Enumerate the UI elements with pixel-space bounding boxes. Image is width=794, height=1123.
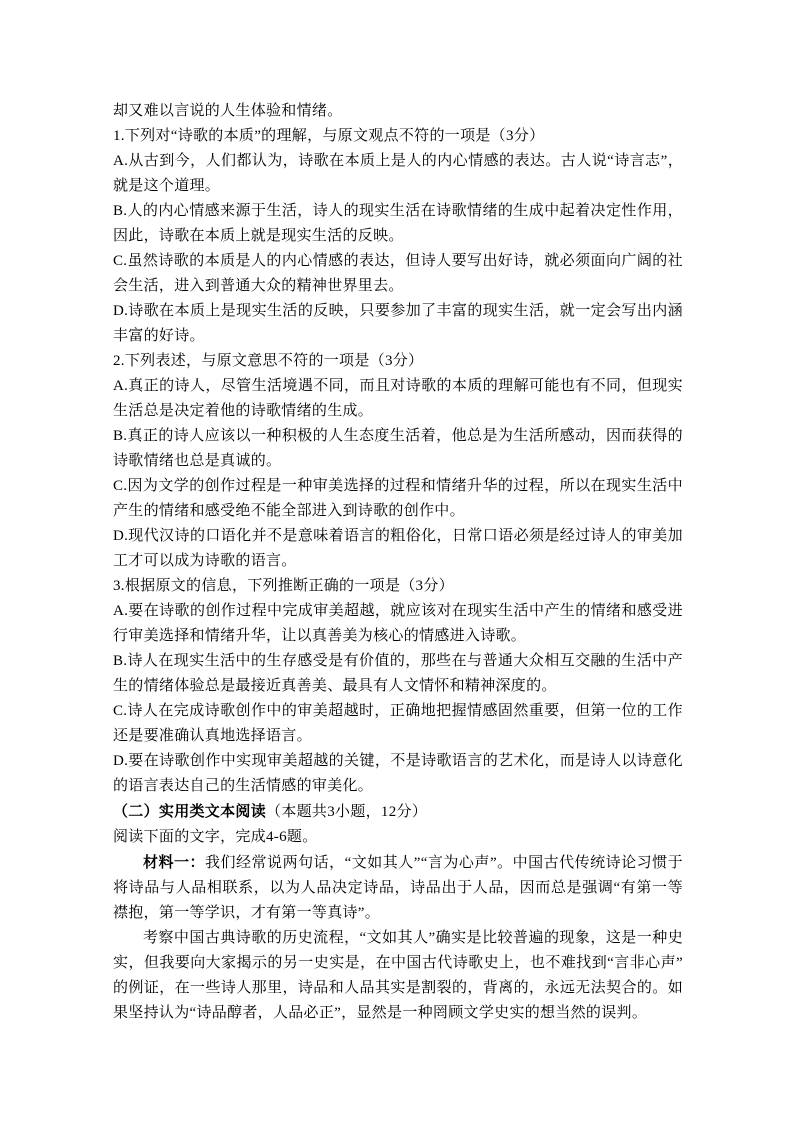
question-2-stem: 2.下列表述，与原文意思不符的一项是（3分）: [113, 353, 424, 369]
question-2-option-c: C.因为文学的创作过程是一种审美选择的过程和情绪升华的过程，所以在现实生活中产生的情绪和感受绝不能全部进入到诗歌的创作中。: [113, 478, 683, 519]
question-2-option-a: A.真正的诗人，尽管生活境遇不同，而且对诗歌的本质的理解可能也有不同，但现实生活总是决定着他的诗歌情绪的生成。: [113, 378, 683, 419]
material-1-label: 材料一：: [143, 854, 206, 871]
question-3-option-a: A.要在诗歌的创作过程中完成审美超越，就应该对在现实生活中产生的情绪和感受进行审美选择和情绪升华，让以真善美为核心的情感进入诗歌。: [113, 603, 683, 644]
material-1-paragraph-2: 考察中国古典诗歌的历史流程，“文如其人”确实是比较普遍的现象，这是一种史实，但我要向大家揭示的另一史实是，在中国古代诗歌史上，也不难找到“言非心声”的例证，在一些诗人那里，诗品和人品其实是割裂的，背离的，永远无法契合的。如果坚持认为“诗品醇者，人品必正”，显然是一种罔顾文学史实的想当然的误判。: [113, 930, 683, 1021]
section-2-heading: [113, 799, 683, 825]
section-2-meta: （本题共3小题，12分）: [266, 804, 428, 820]
question-3-option-c: C.诗人在完成诗歌创作中的审美超越时，正确地把握情感固然重要，但第一位的工作还是要准确认真地选择语言。: [113, 703, 683, 744]
question-3-option-b: B.诗人在现实生活中的生存感受是有价值的，那些在与普通大众相互交融的生活中产生的情绪体验总是最接近真善美、最具有人文情怀和精神深度的。: [113, 653, 683, 694]
question-1-option-b: B.人的内心情感来源于生活，诗人的现实生活在诗歌情绪的生成中起着决定性作用，因此，诗歌在本质上就是现实生活的反映。: [113, 203, 683, 244]
question-1-option-c: C.虽然诗歌的本质是人的内心情感的表达，但诗人要写出好诗，就必须面向广阔的社会生活，进入到普通大众的精神世界里去。: [113, 253, 683, 294]
question-2-option-b: B.真正的诗人应该以一种积极的人生态度生活着，他总是为生活所感动，因而获得的诗歌情绪也总是真诚的。: [113, 428, 683, 469]
question-3-stem: 3.根据原文的信息，下列推断正确的一项是（3分）: [113, 578, 454, 594]
reading-instruction: 阅读下面的文字，完成4-6题。: [113, 829, 318, 845]
question-1-stem: 1.下列对“诗歌的本质”的理解，与原文观点不符的一项是（3分）: [113, 128, 545, 144]
material-1-paragraph-1: [113, 850, 683, 926]
lead-paragraph-fragment: 却又难以言说的人生体验和情绪。: [113, 103, 343, 119]
question-1-option-a: A.从古到今，人们都认为，诗歌在本质上是人的内心情感的表达。古人说“诗言志”，就是这个道理。: [113, 153, 683, 194]
material-1-paragraph-1-text: 我们经常说两句话，“文如其人”“言为心声”。中国古代传统诗论习惯于将诗品与人品相联系，以为人品决定诗品，诗品出于人品，因而总是强调“有第一等襟抱，第一等学识，才有第一等真诗”。: [113, 855, 683, 921]
section-2-title: （二）实用类文本阅读: [113, 803, 267, 820]
question-3-option-d: D.要在诗歌创作中实现审美超越的关键，不是诗歌语言的艺术化，而是诗人以诗意化的语言表达自己的生活情感的审美化。: [113, 753, 683, 794]
question-2-option-d: D.现代汉诗的口语化并不是意味着语言的粗俗化，日常口语必须是经过诗人的审美加工才可以成为诗歌的语言。: [113, 528, 683, 569]
question-1-option-d: D.诗歌在本质上是现实生活的反映，只要参加了丰富的现实生活，就一定会写出内涵丰富的好诗。: [113, 303, 683, 344]
